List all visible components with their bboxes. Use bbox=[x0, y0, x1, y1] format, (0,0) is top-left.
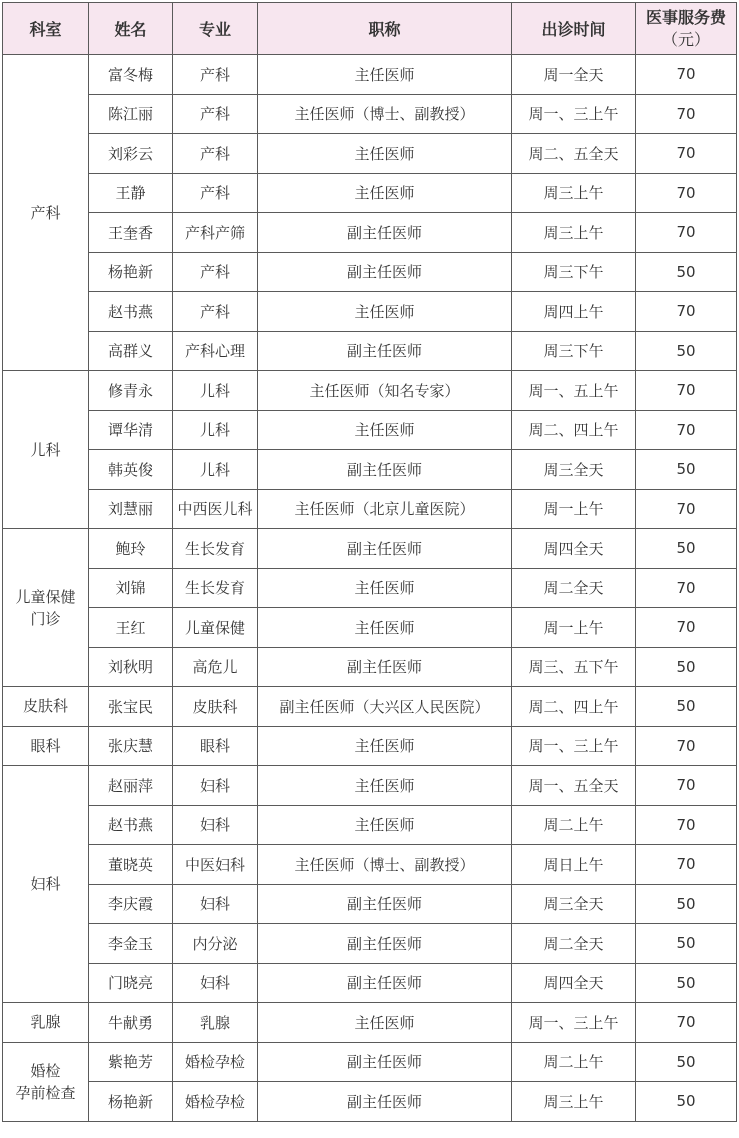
fee-cell: 50 bbox=[636, 529, 737, 569]
fee-cell: 70 bbox=[636, 173, 737, 213]
table-row bbox=[3, 687, 737, 727]
fee-cell: 70 bbox=[636, 805, 737, 845]
specialty-cell: 产科 bbox=[173, 55, 258, 95]
header-fee bbox=[636, 3, 737, 55]
specialty-cell: 儿科 bbox=[173, 371, 258, 411]
specialty-cell: 产科 bbox=[173, 173, 258, 213]
specialty-cell: 中医妇科 bbox=[173, 845, 258, 885]
table-body bbox=[3, 55, 737, 1122]
table-row bbox=[3, 963, 737, 1003]
department-label: 妇科 bbox=[30, 875, 61, 893]
title-cell: 副主任医师 bbox=[258, 924, 512, 964]
doctor-name-cell: 富冬梅 bbox=[89, 55, 173, 95]
doctor-name-cell: 修青永 bbox=[89, 371, 173, 411]
title-cell: 主任医师 bbox=[258, 766, 512, 806]
table-row bbox=[3, 134, 737, 174]
table-row bbox=[3, 1082, 737, 1122]
department-label: 婚检 bbox=[30, 1061, 61, 1080]
doctor-name-cell: 刘秋明 bbox=[89, 647, 173, 687]
clinic-time-cell: 周四上午 bbox=[512, 292, 636, 332]
specialty-cell: 皮肤科 bbox=[173, 687, 258, 727]
specialty-cell: 眼科 bbox=[173, 726, 258, 766]
table-row bbox=[3, 647, 737, 687]
doctor-name-cell: 高群义 bbox=[89, 331, 173, 371]
title-cell: 主任医师 bbox=[258, 173, 512, 213]
doctor-name-cell: 赵丽萍 bbox=[89, 766, 173, 806]
clinic-time-cell: 周三上午 bbox=[512, 213, 636, 253]
specialty-cell: 生长发育 bbox=[173, 568, 258, 608]
table-row bbox=[3, 213, 737, 253]
doctor-name-cell: 刘锦 bbox=[89, 568, 173, 608]
department-cell bbox=[3, 55, 89, 371]
doctor-schedule-table bbox=[2, 2, 737, 1122]
specialty-cell: 产科 bbox=[173, 134, 258, 174]
department-label: 产科 bbox=[30, 203, 61, 222]
doctor-name-cell: 紫艳芳 bbox=[89, 1042, 173, 1082]
title-cell: 主任医师 bbox=[258, 134, 512, 174]
title-cell: 副主任医师 bbox=[258, 213, 512, 253]
clinic-time-cell: 周三下午 bbox=[512, 331, 636, 371]
header-specialty: 专业 bbox=[173, 3, 258, 55]
specialty-cell: 产科 bbox=[173, 252, 258, 292]
table-row bbox=[3, 766, 737, 806]
table-row bbox=[3, 1042, 737, 1082]
fee-cell: 50 bbox=[636, 963, 737, 1003]
specialty-cell: 妇科 bbox=[173, 766, 258, 806]
header-name: 姓名 bbox=[89, 3, 173, 55]
doctor-name-cell: 杨艳新 bbox=[89, 1082, 173, 1122]
header-fee-unit: （元） bbox=[661, 29, 710, 49]
title-cell: 主任医师（博士、副教授） bbox=[258, 845, 512, 885]
fee-cell: 50 bbox=[636, 252, 737, 292]
title-cell: 主任医师（知名专家） bbox=[258, 371, 512, 411]
doctor-name-cell: 门晓亮 bbox=[89, 963, 173, 1003]
fee-cell: 70 bbox=[636, 489, 737, 529]
doctor-name-cell: 董晓英 bbox=[89, 845, 173, 885]
fee-cell: 50 bbox=[636, 1042, 737, 1082]
clinic-time-cell: 周一、五全天 bbox=[512, 766, 636, 806]
table-row bbox=[3, 884, 737, 924]
header-title: 职称 bbox=[258, 3, 512, 55]
specialty-cell: 内分泌 bbox=[173, 924, 258, 964]
table-row bbox=[3, 1003, 737, 1043]
title-cell: 副主任医师 bbox=[258, 884, 512, 924]
clinic-time-cell: 周一上午 bbox=[512, 489, 636, 529]
specialty-cell: 婚检孕检 bbox=[173, 1042, 258, 1082]
fee-cell: 50 bbox=[636, 450, 737, 490]
doctor-name-cell: 刘彩云 bbox=[89, 134, 173, 174]
clinic-time-cell: 周一、五上午 bbox=[512, 371, 636, 411]
table-row bbox=[3, 608, 737, 648]
doctor-name-cell: 李金玉 bbox=[89, 924, 173, 964]
title-cell: 主任医师 bbox=[258, 292, 512, 332]
specialty-cell: 儿童保健 bbox=[173, 608, 258, 648]
title-cell: 副主任医师 bbox=[258, 529, 512, 569]
fee-cell: 70 bbox=[636, 94, 737, 134]
clinic-time-cell: 周二、四上午 bbox=[512, 687, 636, 727]
specialty-cell: 妇科 bbox=[173, 805, 258, 845]
department-cell bbox=[3, 529, 89, 687]
clinic-time-cell: 周四全天 bbox=[512, 963, 636, 1003]
title-cell: 主任医师（博士、副教授） bbox=[258, 94, 512, 134]
table-row bbox=[3, 252, 737, 292]
specialty-cell: 儿科 bbox=[173, 450, 258, 490]
clinic-time-cell: 周日上午 bbox=[512, 845, 636, 885]
table-row bbox=[3, 489, 737, 529]
doctor-name-cell: 谭华清 bbox=[89, 410, 173, 450]
table-row bbox=[3, 371, 737, 411]
doctor-name-cell: 赵书燕 bbox=[89, 292, 173, 332]
title-cell: 副主任医师（大兴区人民医院） bbox=[258, 687, 512, 727]
table-row bbox=[3, 726, 737, 766]
header-fee-label: 医事服务费 bbox=[645, 7, 726, 27]
department-cell bbox=[3, 726, 89, 766]
department-cell bbox=[3, 766, 89, 1003]
clinic-time-cell: 周四全天 bbox=[512, 529, 636, 569]
header-time: 出诊时间 bbox=[512, 3, 636, 55]
department-cell bbox=[3, 1042, 89, 1121]
fee-cell: 50 bbox=[636, 687, 737, 727]
doctor-name-cell: 张庆慧 bbox=[89, 726, 173, 766]
clinic-time-cell: 周三下午 bbox=[512, 252, 636, 292]
table-row bbox=[3, 450, 737, 490]
table-row bbox=[3, 845, 737, 885]
header-dept: 科室 bbox=[3, 3, 89, 55]
doctor-name-cell: 赵书燕 bbox=[89, 805, 173, 845]
fee-cell: 70 bbox=[636, 371, 737, 411]
department-label: 乳腺 bbox=[30, 1013, 61, 1032]
title-cell: 主任医师 bbox=[258, 726, 512, 766]
doctor-name-cell: 陈江丽 bbox=[89, 94, 173, 134]
doctor-name-cell: 牛献勇 bbox=[89, 1003, 173, 1043]
title-cell: 副主任医师 bbox=[258, 647, 512, 687]
clinic-time-cell: 周三上午 bbox=[512, 173, 636, 213]
clinic-time-cell: 周一、三上午 bbox=[512, 1003, 636, 1043]
doctor-name-cell: 王静 bbox=[89, 173, 173, 213]
doctor-name-cell: 杨艳新 bbox=[89, 252, 173, 292]
fee-cell: 70 bbox=[636, 55, 737, 95]
clinic-time-cell: 周一上午 bbox=[512, 608, 636, 648]
title-cell: 主任医师 bbox=[258, 410, 512, 450]
table-row bbox=[3, 55, 737, 95]
title-cell: 副主任医师 bbox=[258, 252, 512, 292]
clinic-time-cell: 周二上午 bbox=[512, 805, 636, 845]
department-label: 儿科 bbox=[30, 440, 61, 459]
fee-cell: 70 bbox=[636, 766, 737, 806]
doctor-name-cell: 王奎香 bbox=[89, 213, 173, 253]
title-cell: 副主任医师 bbox=[258, 450, 512, 490]
doctor-name-cell: 刘慧丽 bbox=[89, 489, 173, 529]
clinic-time-cell: 周三全天 bbox=[512, 450, 636, 490]
table-row bbox=[3, 292, 737, 332]
fee-cell: 50 bbox=[636, 331, 737, 371]
fee-cell: 70 bbox=[636, 213, 737, 253]
doctor-name-cell: 张宝民 bbox=[89, 687, 173, 727]
doctor-name-cell: 王红 bbox=[89, 608, 173, 648]
department-label: 皮肤科 bbox=[22, 697, 68, 716]
table-row bbox=[3, 173, 737, 213]
clinic-time-cell: 周一、三上午 bbox=[512, 726, 636, 766]
specialty-cell: 妇科 bbox=[173, 884, 258, 924]
specialty-cell: 产科产筛 bbox=[173, 213, 258, 253]
table-row bbox=[3, 410, 737, 450]
department-label: 眼科 bbox=[30, 736, 61, 755]
specialty-cell: 产科 bbox=[173, 292, 258, 332]
title-cell: 主任医师 bbox=[258, 568, 512, 608]
fee-cell: 50 bbox=[636, 647, 737, 687]
table-row bbox=[3, 94, 737, 134]
doctor-name-cell: 鲍玲 bbox=[89, 529, 173, 569]
clinic-time-cell: 周三上午 bbox=[512, 1082, 636, 1122]
fee-cell: 50 bbox=[636, 924, 737, 964]
title-cell: 副主任医师 bbox=[258, 1082, 512, 1122]
doctor-name-cell: 韩英俊 bbox=[89, 450, 173, 490]
specialty-cell: 儿科 bbox=[173, 410, 258, 450]
header-row bbox=[3, 3, 737, 55]
table-row bbox=[3, 331, 737, 371]
fee-cell: 50 bbox=[636, 1082, 737, 1122]
clinic-time-cell: 周三、五下午 bbox=[512, 647, 636, 687]
fee-cell: 70 bbox=[636, 568, 737, 608]
table-row bbox=[3, 529, 737, 569]
fee-cell: 70 bbox=[636, 134, 737, 174]
title-cell: 副主任医师 bbox=[258, 963, 512, 1003]
fee-cell: 50 bbox=[636, 884, 737, 924]
table-row bbox=[3, 924, 737, 964]
table-row bbox=[3, 805, 737, 845]
title-cell: 副主任医师 bbox=[258, 331, 512, 371]
department-label: 孕前检查 bbox=[15, 1083, 76, 1102]
clinic-time-cell: 周三全天 bbox=[512, 884, 636, 924]
title-cell: 主任医师（北京儿童医院） bbox=[258, 489, 512, 529]
clinic-time-cell: 周一全天 bbox=[512, 55, 636, 95]
department-label: 儿童保健 bbox=[15, 587, 76, 606]
specialty-cell: 生长发育 bbox=[173, 529, 258, 569]
specialty-cell: 中西医儿科 bbox=[173, 489, 258, 529]
doctor-name-cell: 李庆霞 bbox=[89, 884, 173, 924]
clinic-time-cell: 周二全天 bbox=[512, 568, 636, 608]
specialty-cell: 乳腺 bbox=[173, 1003, 258, 1043]
clinic-time-cell: 周一、三上午 bbox=[512, 94, 636, 134]
title-cell: 主任医师 bbox=[258, 805, 512, 845]
table-row bbox=[3, 568, 737, 608]
specialty-cell: 产科 bbox=[173, 94, 258, 134]
department-cell bbox=[3, 687, 89, 727]
fee-cell: 70 bbox=[636, 292, 737, 332]
specialty-cell: 婚检孕检 bbox=[173, 1082, 258, 1122]
title-cell: 主任医师 bbox=[258, 608, 512, 648]
clinic-time-cell: 周二、四上午 bbox=[512, 410, 636, 450]
department-cell bbox=[3, 1003, 89, 1043]
department-label: 门诊 bbox=[30, 609, 61, 628]
fee-cell: 70 bbox=[636, 845, 737, 885]
fee-cell: 70 bbox=[636, 608, 737, 648]
department-cell bbox=[3, 371, 89, 529]
specialty-cell: 产科心理 bbox=[173, 331, 258, 371]
title-cell: 副主任医师 bbox=[258, 1042, 512, 1082]
clinic-time-cell: 周二、五全天 bbox=[512, 134, 636, 174]
fee-cell: 70 bbox=[636, 726, 737, 766]
specialty-cell: 高危儿 bbox=[173, 647, 258, 687]
clinic-time-cell: 周二全天 bbox=[512, 924, 636, 964]
title-cell: 主任医师 bbox=[258, 55, 512, 95]
clinic-time-cell: 周二上午 bbox=[512, 1042, 636, 1082]
title-cell: 主任医师 bbox=[258, 1003, 512, 1043]
fee-cell: 70 bbox=[636, 410, 737, 450]
fee-cell: 70 bbox=[636, 1003, 737, 1043]
specialty-cell: 妇科 bbox=[173, 963, 258, 1003]
table-header bbox=[3, 3, 737, 55]
